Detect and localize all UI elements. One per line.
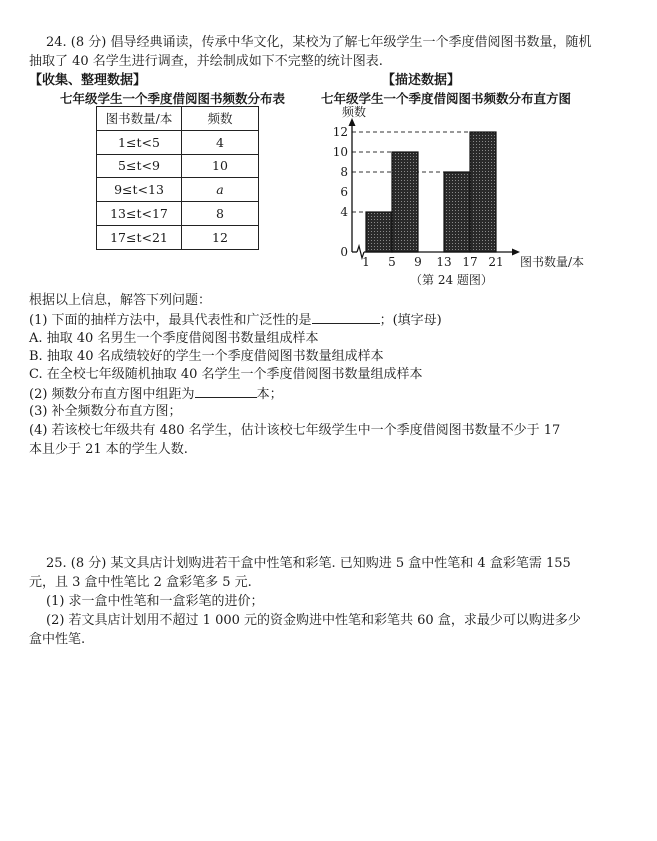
histogram-bar-1-5 (366, 212, 392, 252)
option-b: B. 抽取 40 名成绩较好的学生一个季度借阅图书数量组成样本 (29, 349, 384, 364)
x-tick-label-5: 5 (388, 255, 396, 269)
x-tick-label-17: 17 (462, 255, 478, 269)
answer-blank[interactable] (195, 385, 257, 398)
q25-part1: (1) 求一盒中性笔和一盒彩笔的进价； (46, 594, 264, 609)
q24-part2-tail: 本； (256, 387, 283, 402)
y-tick-label-6: 6 (340, 185, 348, 199)
x-axis-arrow (512, 249, 520, 256)
q24-part4-line2: 本且少于 21 本的学生人数. (29, 442, 188, 457)
table-header-cell: 频数 (182, 107, 259, 131)
q25-part2-line1: (2) 若文具店计划用不超过 1 000 元的资金购进中性笔和彩笔共 60 盒，求最少可以购进多少 (46, 613, 581, 628)
table-header-row (97, 107, 259, 131)
q25-stem-line1: 25. (8 分) 某文具店计划购进若干盒中性笔和彩笔. 已知购进 5 盒中性笔和 4 盒彩笔需 155 (46, 556, 571, 571)
q24-part1-text: (1) 下面的抽样方法中，最具代表性和广泛性的是 (29, 313, 312, 328)
q24-stem-line2: 抽取了 40 名学生进行调查，并绘制成如下不完整的统计图表. (29, 54, 383, 69)
table-row (97, 178, 259, 202)
q25-part2-line2: 盒中性笔. (29, 632, 86, 647)
table-row (97, 225, 259, 249)
x-tick-label-1: 1 (362, 255, 370, 269)
table-row (97, 130, 259, 154)
table-cell: 10 (182, 154, 259, 178)
x-axis-label: 图书数量/本 (520, 255, 585, 269)
table-cell: 9≤t<13 (97, 178, 182, 202)
answer-blank[interactable] (312, 311, 380, 324)
frequency-histogram (316, 104, 596, 286)
histogram-bar-17-21 (470, 132, 496, 252)
figure-caption: （第 24 题图） (410, 273, 493, 287)
y-tick-label-0: 0 (340, 245, 348, 259)
q24-part2 (29, 385, 283, 403)
y-axis-label: 频数 (342, 105, 367, 119)
q24-intro: 根据以上信息，解答下列问题： (29, 293, 212, 308)
q24-part2-text: (2) 频数分布直方图中组距为 (29, 387, 195, 402)
y-tick-label-4: 4 (340, 205, 348, 219)
histogram-title: 七年级学生一个季度借阅图书频数分布直方图 (321, 91, 572, 106)
table-cell: 8 (182, 202, 259, 226)
x-tick-label-9: 9 (414, 255, 422, 269)
y-tick-label-8: 8 (340, 165, 348, 179)
table-title: 七年级学生一个季度借阅图书频数分布表 (60, 91, 286, 106)
q25-stem-line2: 元，且 3 盒中性笔比 2 盒彩笔多 5 元. (29, 575, 252, 590)
q24-stem-line1: 24. (8 分) 倡导经典诵读，传承中华文化，某校为了解七年级学生一个季度借阅图书数量，随机 (46, 35, 592, 50)
table-cell: 5≤t<9 (97, 154, 182, 178)
y-axis-arrow (349, 118, 356, 126)
table-header-cell: 图书数量/本 (97, 107, 182, 131)
x-tick-label-13: 13 (436, 255, 452, 269)
histogram-bar-5-9 (392, 152, 418, 252)
table-cell: 17≤t<21 (97, 225, 182, 249)
q24-part1-tail: ；(填字母) (379, 313, 442, 328)
table-cell: 12 (182, 225, 259, 249)
option-c: C. 在全校七年级随机抽取 40 名学生一个季度借阅图书数量组成样本 (29, 367, 423, 382)
table-row (97, 202, 259, 226)
x-tick-label-21: 21 (488, 255, 504, 269)
y-tick-label-10: 10 (332, 145, 348, 159)
q24-part1 (29, 311, 442, 329)
table-row (97, 154, 259, 178)
table-cell: 13≤t<17 (97, 202, 182, 226)
section-collect-heading: 【收集、整理数据】 (29, 73, 147, 88)
table-cell: a (182, 178, 259, 202)
frequency-table (96, 106, 259, 250)
table-cell: 1≤t<5 (97, 130, 182, 154)
table-cell: 4 (182, 130, 259, 154)
option-a: A. 抽取 40 名男生一个季度借阅图书数量组成样本 (29, 331, 319, 346)
y-tick-label-12: 12 (332, 125, 348, 139)
q24-part3: (3) 补全频数分布直方图； (29, 404, 182, 419)
histogram-bar-13-17 (444, 172, 470, 252)
q24-part4-line1: (4) 若该校七年级共有 480 名学生，估计该校七年级学生中一个季度借阅图书数量不少于 17 (29, 423, 561, 438)
section-describe-heading: 【描述数据】 (382, 73, 461, 88)
